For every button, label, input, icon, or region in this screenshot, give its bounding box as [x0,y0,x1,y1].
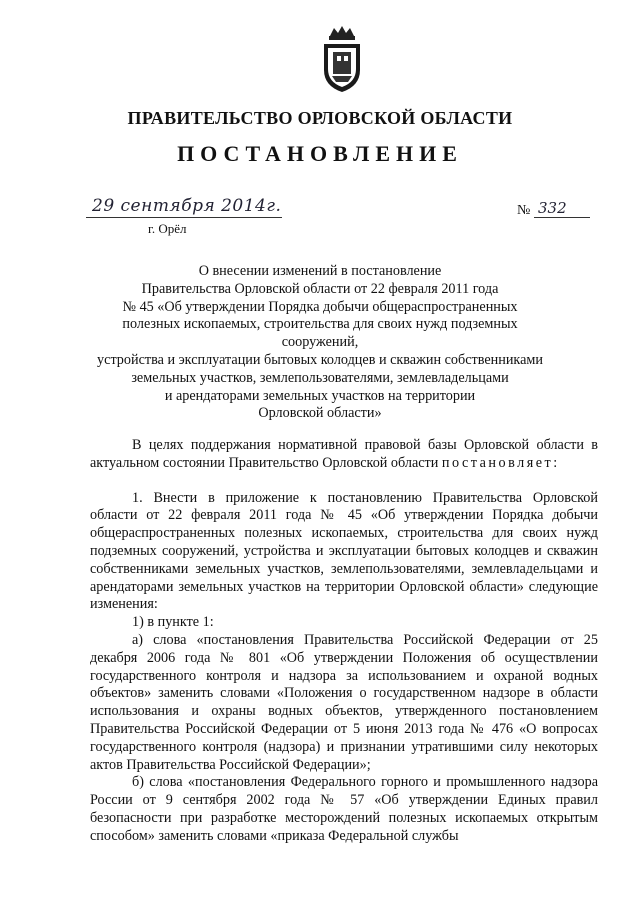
organization-title: ПРАВИТЕЛЬСТВО ОРЛОВСКОЙ ОБЛАСТИ [127,108,513,128]
paragraph-1: 1. Внести в приложение к постановлению Правительства Орловской области от 22 февраля 2011 года № 45 «Об утверждении Порядка добычи общераспространенных полезных ископаемых, строительства для своих нужд подземных сооружений, устройства и эксплуатации бытовых колодцев и скважин собственниками земельных участков, землепользователями, землевладельцами и арендаторами земельных участков на территории Орловской области» следующие изменения: [90,489,598,613]
subject-line: Орловской области» [258,405,382,422]
subject-line: и арендаторами земельных участков на территории [164,387,476,404]
handwritten-date: 29 сентября 2014г. [92,196,282,216]
subject-line: О внесении изменений в постановление [198,263,442,279]
document-body [90,437,598,846]
resolves-keyword: постановляет: [441,454,560,471]
number-label: № [517,203,531,218]
subject-line: полезных ископаемых, строительства для своих нужд подземных сооружений, [122,316,518,351]
handwritten-number: 332 [538,199,567,217]
item-1b: б) слова «постановления Федерального горного и промышленного надзора России от 9 сентября 2002 года № 57 «Об утверждении Единых правил безопасности при разработке месторождений полезных ископаемых открытым способом» заменить словами «приказа Федеральной службы [90,774,598,844]
subject-line: устройства и эксплуатации бытовых колодцев и скважин собственниками [97,351,543,368]
item-1: 1) в пункте 1: [132,614,214,631]
document-type-title: ПОСТАНОВЛЕНИЕ [177,141,463,166]
subject-line: земельных участков, землепользователями, землевладельцами [131,369,509,386]
item-1a: а) слова «постановления Правительства Российской Федерации от 25 декабря 2006 года № 801 «Об утверждении Положения об осуществлении государственного контроля и надзора за использованием и охраной водных объектов» заменить словами «Положения о государственном надзоре в области использования и охраны водных объектов, утвержденного постановлением Правительства Российской Федерации от 5 июня 2013 года № 476 «О вопросах государственного контроля (надзора) и признании утратившими силу некоторых актов Правительства Российской Федерации»; [90,631,598,773]
subject-line: Правительства Орловской области от 22 февраля 2011 года [141,280,499,297]
number-underline [534,217,590,218]
date-underline [86,217,282,218]
subject-line: № 45 «Об утверждении Порядка добычи общераспространенных [122,298,518,315]
intro-text: В целях поддержания нормативной правовой базы Орловской области в актуальном состоянии Правительство Орловской области [90,437,598,471]
intro-paragraph [90,437,598,473]
city-label: г. Орёл [148,221,187,236]
coat-of-arms-icon [318,24,366,96]
document-subject [90,263,550,423]
